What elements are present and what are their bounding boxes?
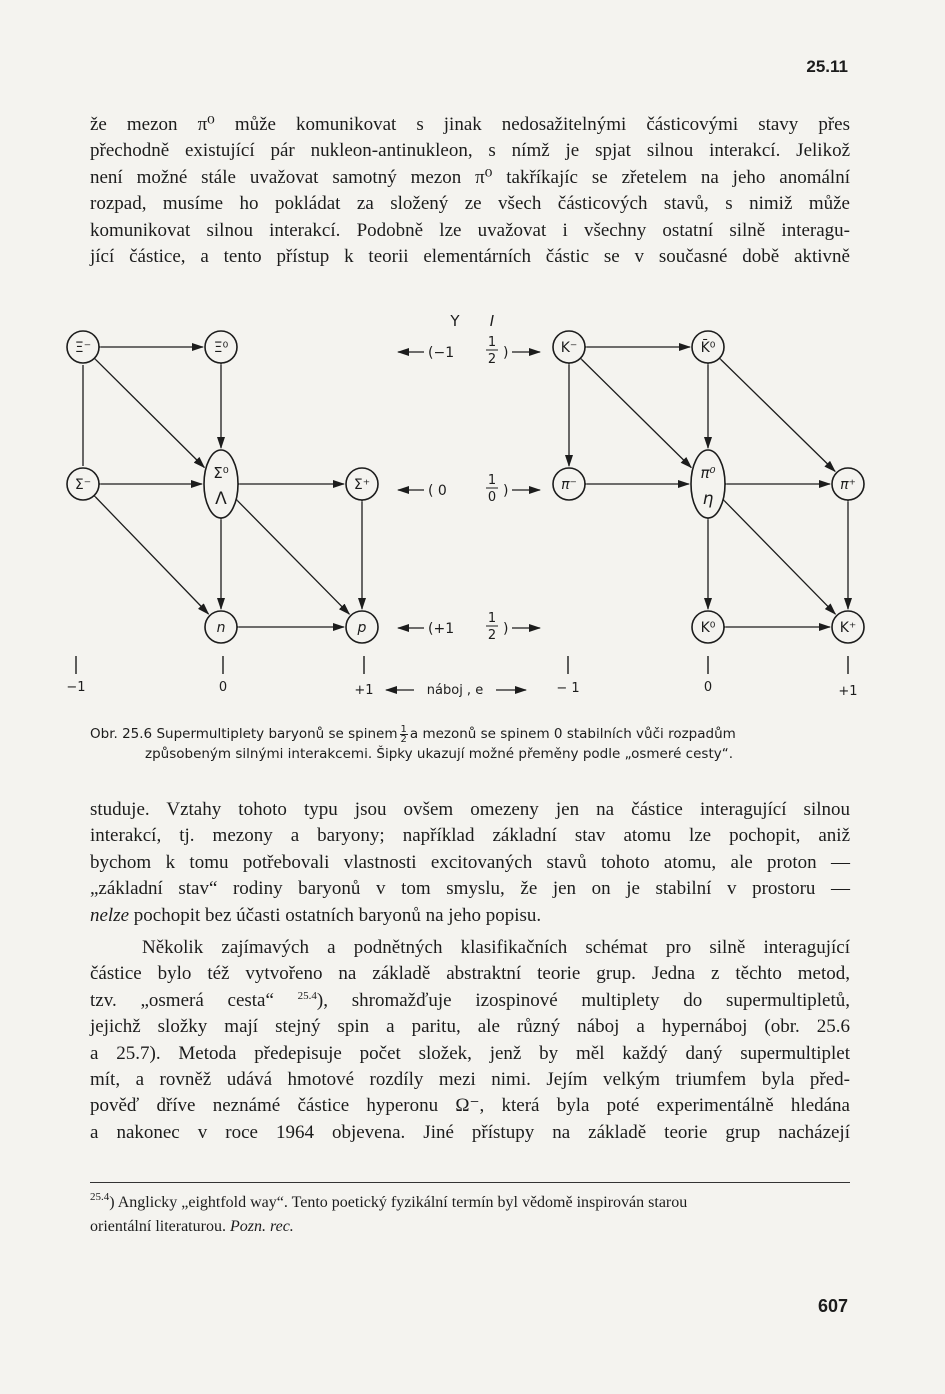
particle-label: K⁺ (839, 620, 857, 636)
text-line: že mezon π⁰ může komunikovat s jinak nedosažitelnými částicovými stavy přes (90, 114, 850, 135)
caption-text: a mezonů se spinem 0 stabilních vůči rozpadům (409, 726, 736, 742)
charge-tick-label: +1 (354, 683, 374, 698)
emphasis: nelze (90, 904, 130, 926)
axis-label-hypercharge: Y (450, 312, 460, 330)
particle-node-proton (346, 611, 378, 643)
particle-node-xi-zero (205, 331, 237, 363)
caption-fraction: $\frac{1}{2}$ (400, 723, 407, 745)
particle-node-xi-minus (67, 331, 99, 363)
paragraph-3 (90, 935, 850, 1146)
text-line: interakcí, tj. mezony a baryony; například základní stav atomu lze pochopit, aniž (90, 825, 850, 847)
footnote-marker: 25.4 (90, 1191, 110, 1203)
row-isospin-numerator: 1 (487, 335, 497, 350)
row-isospin-numerator: 1 (487, 473, 497, 488)
particle-node-sigma-lambda (204, 450, 238, 518)
row-isospin-denominator: 0 (487, 490, 497, 505)
particle-label: Σ⁰ (213, 464, 229, 482)
text-line: jící částice, a tento přístup k teorii elementárních částic se v současné době aktivně (90, 246, 850, 268)
particle-label: π⁰ (700, 464, 716, 482)
particle-label: Σ⁻ (74, 477, 92, 493)
caption-text: Obr. 25.6 Supermultiplety baryonů se spinem (90, 726, 398, 742)
transition-arrow (96, 497, 209, 614)
transition-arrow (96, 360, 205, 468)
particle-label: K̄⁰ (700, 340, 716, 356)
particle-label: Ξ⁻ (74, 340, 92, 356)
particle-label: Λ (215, 489, 227, 509)
transition-arrow (721, 360, 835, 472)
particle-node-neutron (205, 611, 237, 643)
text-line: „základní stav“ rodiny baryonů v tom smyslu, že jen on je stabilní v prostoru — (90, 878, 850, 900)
particle-node-pi-minus (553, 468, 585, 500)
particle-label: K⁻ (560, 340, 578, 356)
text-line: Několik zajímavých a podnětných klasifikačních schémat pro silně interagující (142, 937, 850, 958)
text-line: nelze pochopit bez účasti ostatních baryonů na jeho popisu. (90, 904, 542, 926)
row-isospin-close: ) (503, 621, 509, 637)
transition-arrow (725, 501, 836, 614)
footnote: $^{25.4}$) Anglicky „eightfold way“. Tento poetický fyzikální termín byl vědomě inspirován starou orientální literaturou. Pozn. rec. (90, 1191, 688, 1235)
particle-label: Ξ⁰ (213, 340, 229, 356)
footnote-divider (90, 1182, 850, 1183)
text-line: pověď dříve neznámé částice hyperonu Ω⁻, která byla poté experimentálně hledána (90, 1095, 850, 1117)
particle-label: K⁰ (700, 620, 716, 636)
text-line: přechodně existující pár nukleon-antinukleon, s nímž je spjat silnou interakcí. Jelikož (90, 140, 850, 162)
particle-node-k-bar-zero (692, 331, 724, 363)
charge-tick-label: +1 (838, 684, 858, 699)
page-number-top: 25.11 (806, 57, 848, 76)
text-line: rozpad, musíme ho pokládat za složený ze všech částicových stavů, s nimiž může (90, 193, 850, 215)
page-number-bottom: 607 (817, 1296, 848, 1316)
text-line: komunikovat silnou interakcí. Podobně lze uvažovat i všechny ostatní silně interagu- (90, 219, 850, 241)
text-line: a 25.7). Metoda předepisuje počet složek, jenž by měl každý daný supermultiplet (90, 1042, 850, 1064)
particle-node-sigma-plus (346, 468, 378, 500)
row-isospin-close: ) (503, 345, 509, 361)
charge-tick-label: 0 (703, 680, 713, 695)
text-line: tzv. „osmerá cesta“ $^{25.4}$), shromažďuje izospinové multiplety do supermultipletů, (90, 989, 851, 1011)
row-isospin-denominator: 2 (487, 628, 497, 643)
row-hypercharge: ( 0 (428, 483, 447, 499)
transition-arrow (582, 360, 692, 468)
particle-node-pi-eta (691, 450, 725, 518)
text-line: mít, a rovněž udává hmotové rozdíly mezi nimi. Jejím velkým triumfem byla před- (90, 1069, 850, 1091)
particle-label: Σ⁺ (353, 477, 371, 493)
figure-caption (90, 724, 850, 764)
particle-label: η (702, 489, 714, 509)
particle-label: π⁺ (840, 477, 856, 493)
particle-node-k-zero (692, 611, 724, 643)
row-hypercharge: (−1 (428, 345, 455, 361)
charge-tick-label: 0 (218, 680, 228, 695)
charge-axis-label: náboj , e (426, 683, 484, 698)
text-line: částice bylo též vytvořeno na základě abstraktní teorie grup. Jedna z těchto metod, (90, 963, 850, 985)
particle-node-sigma-minus (67, 468, 99, 500)
particle-node-k-plus (832, 611, 864, 643)
charge-tick-label: −1 (66, 680, 86, 695)
paragraph-2 (90, 797, 850, 929)
text-line: není možné stále uvažovat samotný mezon π⁰ takříkajíc se zřetelem na jeho anomální (90, 166, 850, 188)
axis-label-isospin: I (489, 312, 495, 330)
text-line: jejichž složky mají stejný spin a paritu, ale různý náboj a hypernáboj (obr. 25.6 (90, 1016, 850, 1038)
text-line: a nakonec v roce 1964 objevena. Jiné přístupy na základě teorie grup nacházejí (90, 1121, 850, 1143)
particle-label: n (216, 620, 226, 636)
text-line: studuje. Vztahy tohoto typu jsou ovšem omezeny jen na částice interagující silnou (90, 799, 850, 820)
transition-arrow (238, 501, 350, 614)
particle-label: π⁻ (561, 477, 577, 493)
row-isospin-denominator: 2 (487, 352, 497, 367)
caption-text: způsobeným silnými interakcemi. Šipky ukazují možné přeměny podle „osmeré cesty“. (145, 746, 734, 762)
particle-node-pi-plus (832, 468, 864, 500)
particle-label: p (357, 620, 367, 636)
particle-node-k-minus (553, 331, 585, 363)
text-line: bychom k tomu potřebovali vlastnosti excitovaných stavů tohoto atomu, ale proton — (90, 851, 850, 873)
footnote-reference[interactable]: 25.4 (297, 989, 317, 1002)
charge-tick-label: − 1 (556, 681, 580, 696)
row-isospin-close: ) (503, 483, 509, 499)
row-hypercharge: (+1 (428, 621, 455, 637)
emphasis: Pozn. rec. (229, 1218, 294, 1235)
row-isospin-numerator: 1 (487, 611, 497, 626)
